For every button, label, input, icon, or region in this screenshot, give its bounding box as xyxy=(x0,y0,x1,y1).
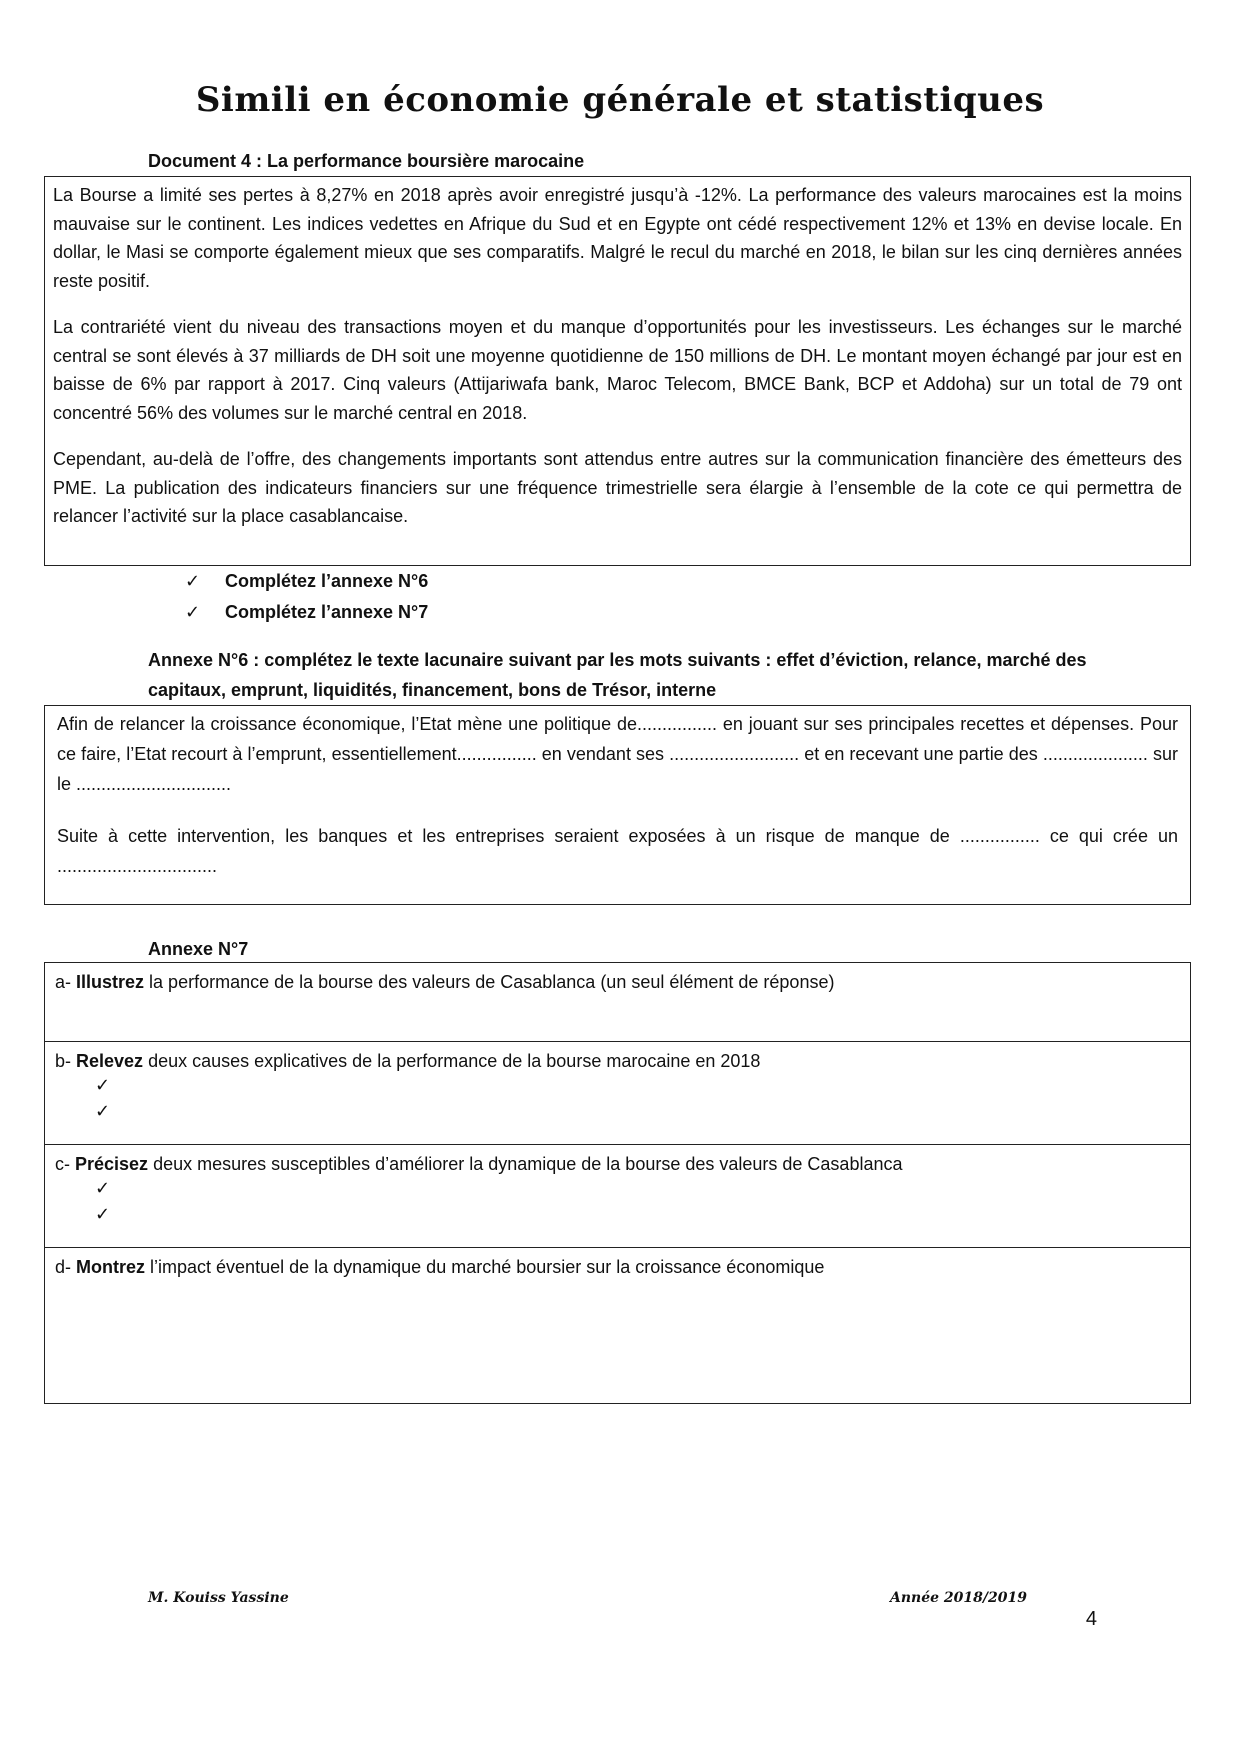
checkmark-icon: ✓ xyxy=(185,571,201,591)
annexe7-question-b xyxy=(44,1041,1191,1145)
annexe7-question-c xyxy=(44,1144,1191,1248)
annexe6-paragraph-2: Suite à cette intervention, les banques et les entreprises seraient exposées à un risque de manque de ................ ce qui crée un ................................ xyxy=(57,826,1178,876)
instructions-list xyxy=(185,566,428,628)
annexe7-heading: Annexe N°7 xyxy=(148,939,249,959)
document4-box xyxy=(44,176,1191,566)
checkmark-icon: ✓ xyxy=(95,1075,111,1095)
annexe7-question-a xyxy=(44,962,1191,1042)
checkmark-icon: ✓ xyxy=(95,1204,111,1224)
question-verb: Précisez xyxy=(75,1154,149,1174)
question-prefix: d- xyxy=(55,1257,77,1277)
footer-author: M. Kouiss Yassine xyxy=(148,1590,289,1606)
question-verb: Illustrez xyxy=(76,972,145,992)
page-number: 4 xyxy=(1085,1608,1097,1630)
question-text: la performance de la bourse des valeurs de Casablanca (un seul élément de réponse) xyxy=(144,972,835,992)
checkmark-icon: ✓ xyxy=(95,1178,111,1198)
instruction-item xyxy=(185,597,428,628)
question-text: deux causes explicatives de la performance de la bourse marocaine en 2018 xyxy=(143,1051,761,1071)
instruction-label: Complétez l’annexe N°6 xyxy=(225,571,429,591)
question-text: deux mesures susceptibles d’améliorer la dynamique de la bourse des valeurs de Casablanca xyxy=(148,1154,903,1174)
annexe6-heading: Annexe N°6 : complétez le texte lacunaire suivant par les mots suivants : effet d’éviction, relance, marché des capitaux, emprunt, liquidités, financement, bons de Trésor, interne xyxy=(148,650,1087,700)
document4-heading: Document 4 : La performance boursière marocaine xyxy=(148,151,585,171)
question-text: l’impact éventuel de la dynamique du marché boursier sur la croissance économique xyxy=(145,1257,825,1277)
document4-paragraph-3: Cependant, au-delà de l’offre, des changements importants sont attendus entre autres sur la communication financière des émetteurs des PME. La publication des indicateurs financiers sur une fréquence trimestrielle sera élargie à l’ensemble de la cote ce qui permettra de relancer l’activité sur la place casablancaise. xyxy=(53,449,1182,526)
question-verb: Relevez xyxy=(76,1051,144,1071)
question-prefix: b- xyxy=(55,1051,77,1071)
footer-year: Année 2018/2019 xyxy=(890,1590,1027,1606)
page-title: Simili en économie générale et statistiques xyxy=(195,80,1045,120)
question-prefix: c- xyxy=(55,1154,75,1174)
document4-paragraph-1: La Bourse a limité ses pertes à 8,27% en 2018 après avoir enregistré jusqu’à -12%. La performance des valeurs marocaines est la moins mauvaise sur le continent. Les indices vedettes en Afrique du Sud et en Egypte ont cédé respectivement 12% et 13% en devise locale. En dollar, le Masi se comporte également mieux que ses comparatifs. Malgré le recul du marché en 2018, le bilan sur les cinq dernières années reste positif. xyxy=(53,185,1182,291)
question-verb: Montrez xyxy=(76,1257,146,1277)
checkmark-icon: ✓ xyxy=(95,1101,111,1121)
checkmark-icon: ✓ xyxy=(185,602,201,622)
instruction-label: Complétez l’annexe N°7 xyxy=(225,602,429,622)
annexe7-question-d xyxy=(44,1247,1191,1404)
instruction-item xyxy=(185,566,428,597)
annexe6-paragraph-1: Afin de relancer la croissance économique, l’Etat mène une politique de................ en jouant sur ses principales recettes et dépenses. Pour ce faire, l’Etat recourt à l’emprunt, essentiellement................ en vendant ses .......................... et en recevant une partie des ..................... sur le ............................... xyxy=(57,714,1178,794)
question-prefix: a- xyxy=(55,972,77,992)
document4-paragraph-2: La contrariété vient du niveau des transactions moyen et du manque d’opportunités pour les investisseurs. Les échanges sur le marché central se sont élevés à 37 milliards de DH soit une moyenne quotidienne de 150 millions de DH. Le montant moyen échangé par jour est en baisse de 6% par rapport à 2017. Cinq valeurs (Attijariwafa bank, Maroc Telecom, BMCE Bank, BCP et Addoha) sur un total de 79 ont concentré 56% des volumes sur le marché central en 2018. xyxy=(53,317,1182,423)
annexe6-box xyxy=(44,705,1191,905)
